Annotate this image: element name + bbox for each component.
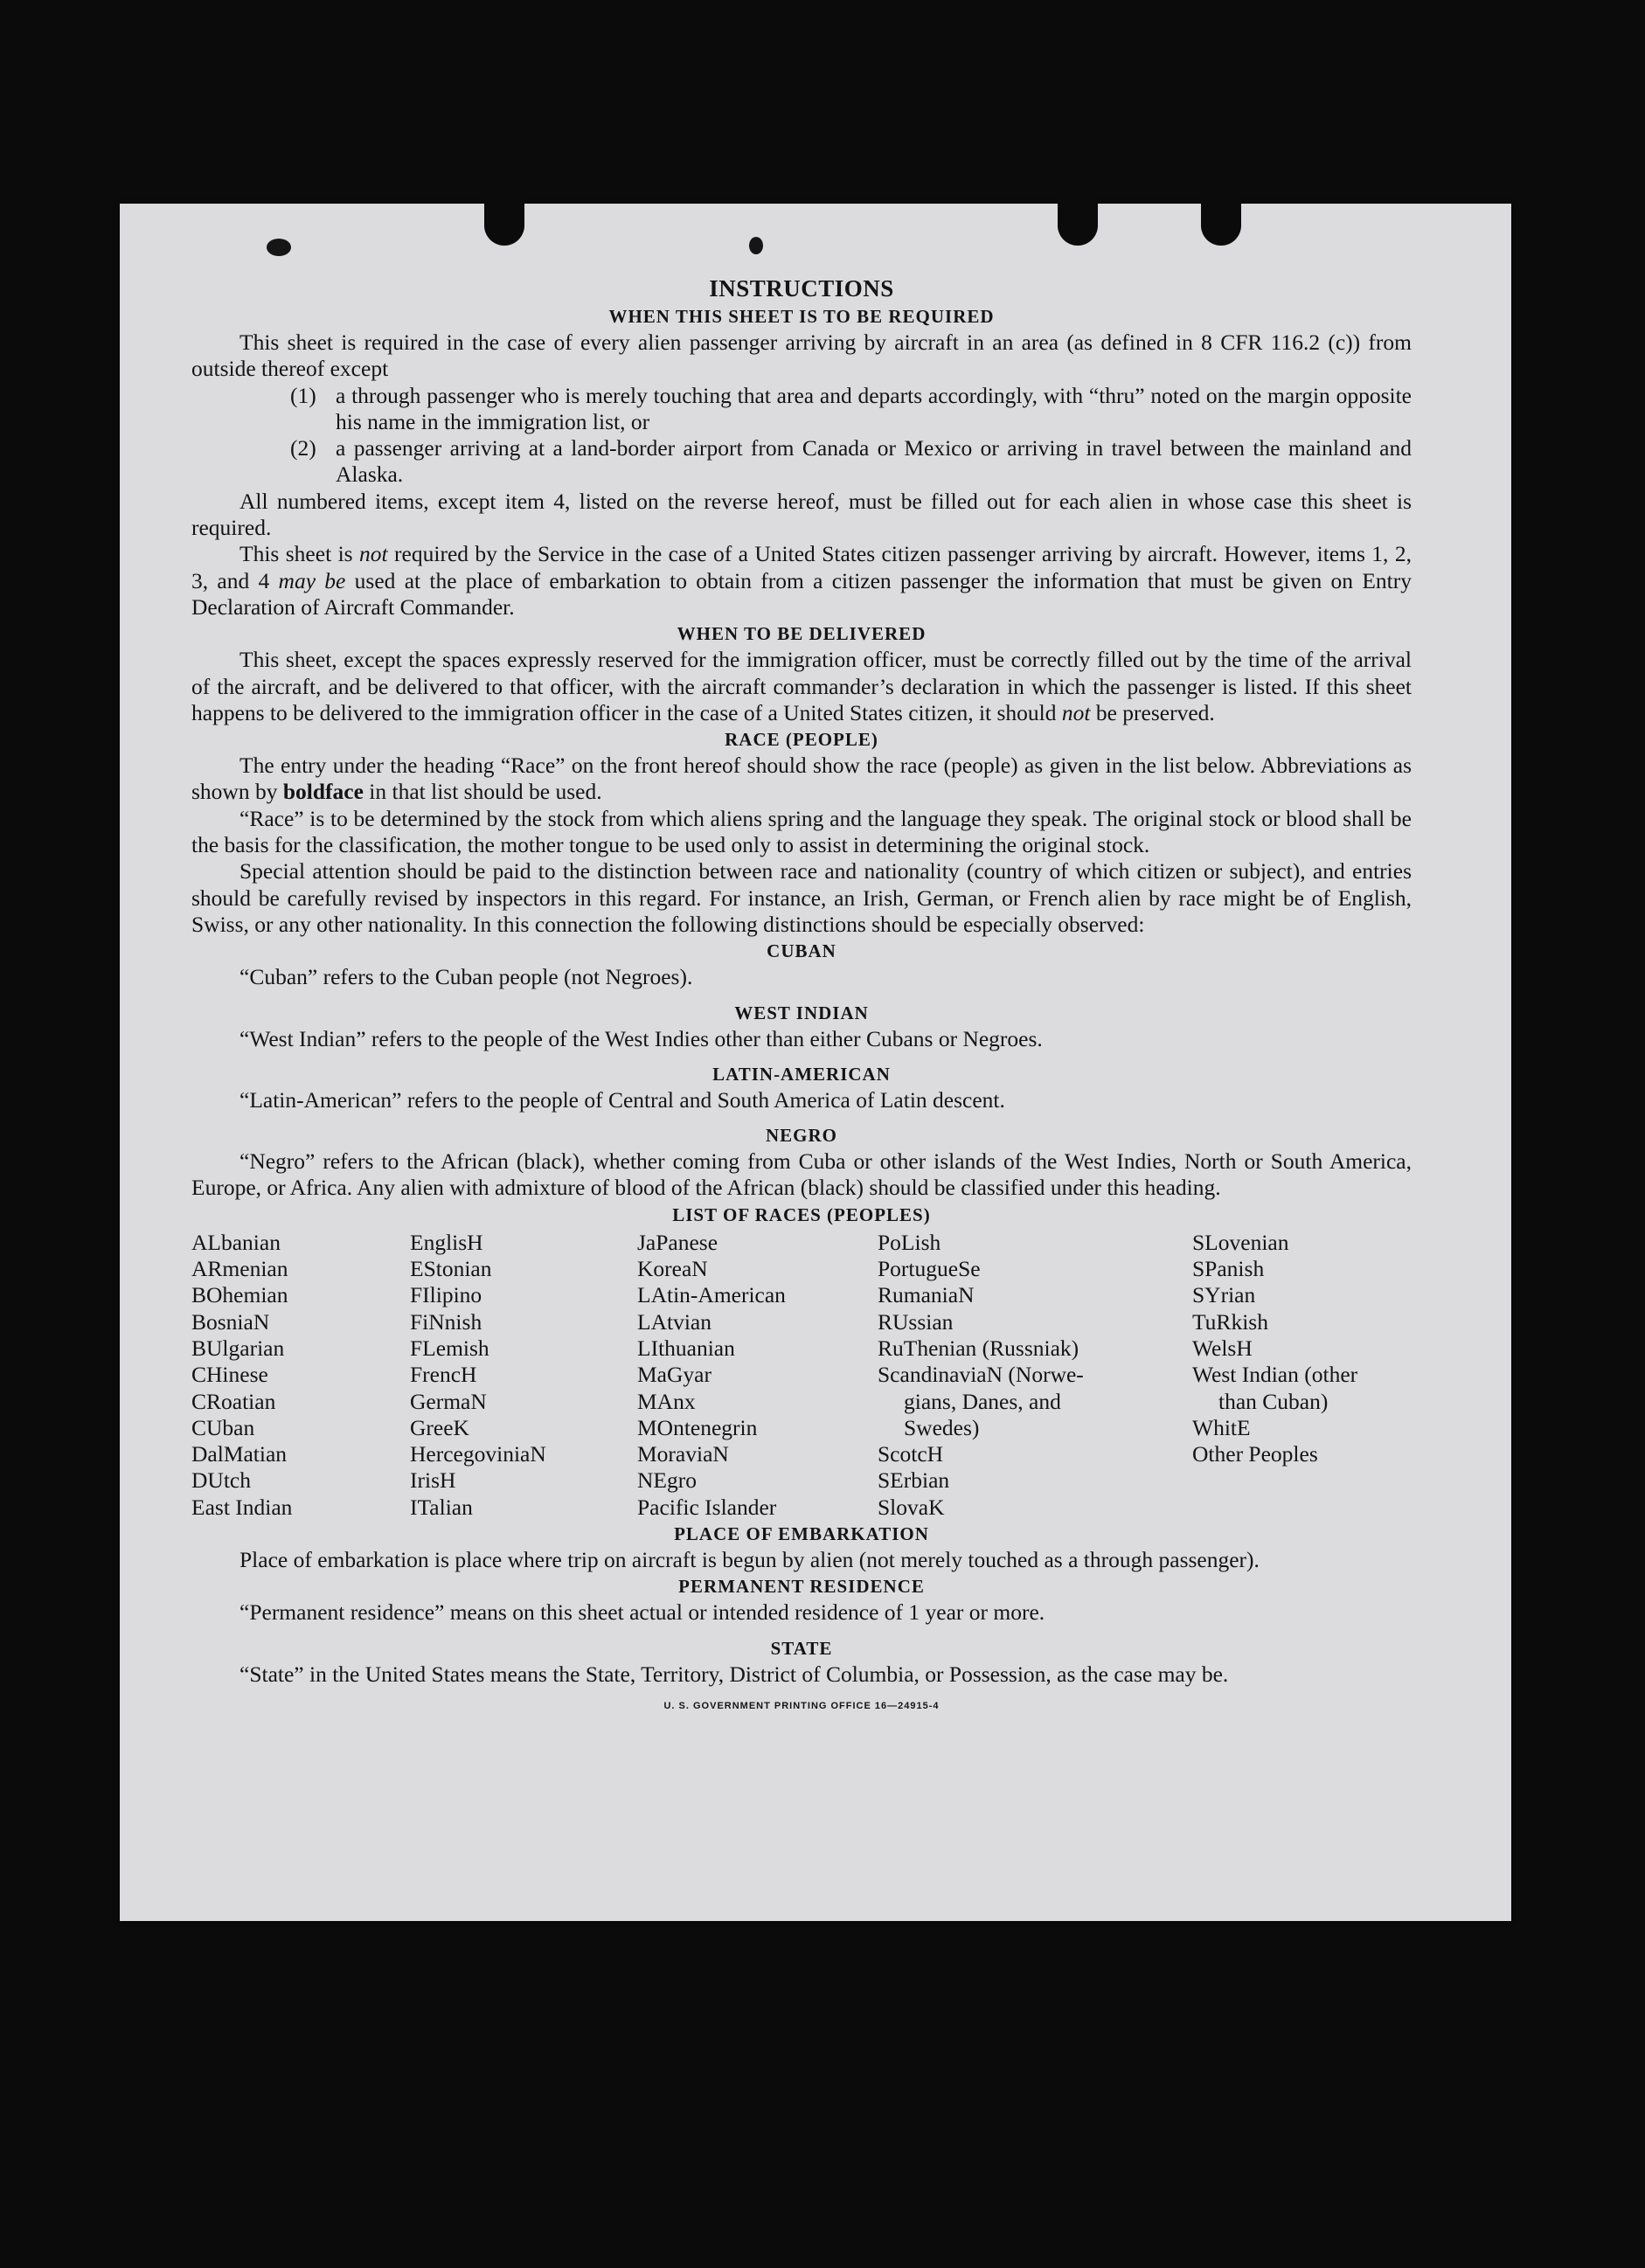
- race-item-continuation: Swedes): [904, 1414, 980, 1440]
- document-sheet: [120, 204, 1511, 1921]
- race-item: BUlgarian: [191, 1335, 285, 1361]
- race-column: [637, 1230, 878, 1521]
- paragraph: The entry under the heading “Race” on the front hereof should show the race (people) as given in the list below. Abbreviations as shown by boldface in that list should be used.: [191, 753, 1412, 805]
- heading-when-required: WHEN THIS SHEET IS TO BE REQUIRED: [608, 306, 995, 327]
- race-item: FrencH: [410, 1362, 477, 1388]
- race-item: FiNnish: [410, 1308, 482, 1335]
- race-item: SPanish: [1192, 1256, 1265, 1282]
- ink-speck: [749, 237, 763, 254]
- exception-text: a passenger arriving at a land-border airport from Canada or Mexico or arriving in travel between the mainland and Alaska.: [336, 435, 1412, 488]
- paragraph: Place of embarkation is place where trip on aircraft is begun by alien (not merely touched as a through passenger).: [239, 1546, 1260, 1572]
- race-item: DUtch: [191, 1467, 251, 1494]
- race-item: IrisH: [410, 1467, 456, 1494]
- paragraph: Special attention should be paid to the distinction between race and nationality (country of which citizen or subject), and entries should be carefully revised by inspectors in this regard. For instance, an Irish, German, or French alien by race might be of English, Swiss, or any other nationality. In this connection the following distinctions should be especially observed:: [191, 858, 1412, 937]
- race-item: DalMatian: [191, 1441, 288, 1467]
- race-item: RuThenian (Russniak): [878, 1335, 1079, 1361]
- race-item: RumaniaN: [878, 1282, 975, 1308]
- heading-latin-american: LATIN-AMERICAN: [712, 1063, 891, 1085]
- exception-number: (1): [290, 382, 316, 408]
- race-item: SErbian: [878, 1467, 950, 1494]
- race-item: West Indian (other: [1192, 1362, 1358, 1388]
- instructions-content: [191, 274, 1412, 1719]
- race-item: GermaN: [410, 1388, 487, 1414]
- race-item: WhitE: [1192, 1414, 1251, 1440]
- race-item: CUban: [191, 1414, 255, 1440]
- race-item: Other Peoples: [1192, 1441, 1318, 1467]
- race-item: WelsH: [1192, 1335, 1253, 1361]
- punch-hole: [484, 195, 524, 246]
- race-item: PoLish: [878, 1229, 941, 1255]
- paragraph: “Race” is to be determined by the stock from which aliens spring and the language they speak. The original stock or blood shall be the basis for the classification, the mother tongue to be used only to assist in determining the original stock.: [191, 805, 1412, 858]
- race-item: BosniaN: [191, 1308, 270, 1335]
- race-item: SYrian: [1192, 1282, 1256, 1308]
- race-item: ScotcH: [878, 1441, 944, 1467]
- paragraph: This sheet is required in the case of every alien passenger arriving by aircraft in an area (as defined in 8 CFR 116.2 (c)) from outside thereof except: [191, 329, 1412, 382]
- exception-item: [290, 383, 1412, 436]
- heading-list-of-races: LIST OF RACES (PEOPLES): [672, 1203, 931, 1225]
- heading-cuban: CUBAN: [767, 940, 836, 962]
- race-item: ITalian: [410, 1494, 473, 1520]
- race-item: ARmenian: [191, 1256, 288, 1282]
- page-title: INSTRUCTIONS: [709, 275, 894, 302]
- race-column: [191, 1230, 410, 1521]
- race-item: SLovenian: [1192, 1229, 1289, 1255]
- paragraph: “West Indian” refers to the people of the West Indies other than either Cubans or Negroes.: [239, 1025, 1043, 1051]
- race-list: [191, 1230, 1412, 1521]
- race-item: NEgro: [637, 1467, 697, 1494]
- heading-west-indian: WEST INDIAN: [734, 1002, 869, 1023]
- punch-hole: [1201, 195, 1241, 246]
- exception-number: (2): [290, 435, 316, 461]
- paragraph: “Latin-American” refers to the people of Central and South America of Latin descent.: [239, 1086, 1005, 1113]
- race-item: JaPanese: [637, 1229, 718, 1255]
- race-item: CRoatian: [191, 1388, 276, 1414]
- race-item: LIthuanian: [637, 1335, 735, 1361]
- race-item: Pacific Islander: [637, 1494, 777, 1520]
- race-item: EnglisH: [410, 1229, 483, 1255]
- race-item: ScandinaviaN (Norwe-: [878, 1362, 1084, 1388]
- race-item: FIlipino: [410, 1282, 482, 1308]
- heading-when-delivered: WHEN TO BE DELIVERED: [677, 623, 927, 645]
- paragraph: All numbered items, except item 4, listed on the reverse hereof, must be filled out for each alien in whose case this sheet is required.: [191, 488, 1412, 541]
- race-item: MAnx: [637, 1388, 696, 1414]
- race-item: MOntenegrin: [637, 1414, 758, 1440]
- ink-speck: [267, 239, 291, 256]
- race-item: MoraviaN: [637, 1441, 729, 1467]
- exception-item: [290, 435, 1412, 489]
- exception-text: a through passenger who is merely touching that area and departs accordingly, with “thru” noted on the margin opposite his name in the immigration list, or: [336, 382, 1412, 434]
- heading-negro: NEGRO: [765, 1125, 837, 1147]
- race-item: East Indian: [191, 1494, 293, 1520]
- race-item: TuRkish: [1192, 1308, 1268, 1335]
- race-item: GreeK: [410, 1414, 469, 1440]
- punch-hole: [1058, 195, 1098, 246]
- race-item: BOhemian: [191, 1282, 288, 1308]
- paragraph: “Cuban” refers to the Cuban people (not Negroes).: [239, 964, 693, 990]
- printing-office-footer: U. S. GOVERNMENT PRINTING OFFICE 16—24915-4: [663, 1700, 940, 1711]
- race-item: MaGyar: [637, 1362, 711, 1388]
- race-column: [1192, 1230, 1412, 1521]
- race-item: ALbanian: [191, 1229, 281, 1255]
- race-item: CHinese: [191, 1362, 268, 1388]
- heading-race: RACE (PEOPLE): [725, 729, 878, 751]
- race-item-continuation: gians, Danes, and: [904, 1388, 1061, 1414]
- race-item: LAtin-American: [637, 1282, 786, 1308]
- paragraph: This sheet is not required by the Service in the case of a United States citizen passenger arriving by aircraft. However, items 1, 2, 3, and 4 may be used at the place of embarkation to obtain from a citizen passenger the information that must be given on Entry Declaration of Aircraft Commander.: [191, 541, 1412, 620]
- race-item: SlovaK: [878, 1494, 945, 1520]
- heading-permanent-residence: PERMANENT RESIDENCE: [678, 1576, 925, 1598]
- paragraph: This sheet, except the spaces expressly reserved for the immigration officer, must be correctly filled out by the time of the arrival of the aircraft, and be delivered to that officer, with the aircraft commander’s declaration in which the passenger is listed. If this sheet happens to be delivered to the immigration officer in the case of a United States citizen, it should not be preserved.: [191, 647, 1412, 725]
- race-item: RUssian: [878, 1308, 954, 1335]
- heading-embarkation: PLACE OF EMBARKATION: [674, 1522, 929, 1544]
- race-column: [878, 1230, 1192, 1521]
- race-item: PortugueSe: [878, 1256, 981, 1282]
- race-item: KoreaN: [637, 1256, 708, 1282]
- race-item: HercegoviniaN: [410, 1441, 546, 1467]
- heading-state: STATE: [770, 1637, 833, 1659]
- race-column: [410, 1230, 637, 1521]
- race-item-continuation: than Cuban): [1218, 1388, 1329, 1414]
- paragraph: “Permanent residence” means on this sheet actual or intended residence of 1 year or more.: [239, 1599, 1045, 1626]
- race-item: LAtvian: [637, 1308, 711, 1335]
- race-item: EStonian: [410, 1256, 492, 1282]
- paragraph: “Negro” refers to the African (black), whether coming from Cuba or other islands of the West Indies, North or South America, Europe, or Africa. Any alien with admixture of blood of the African (black) should be classified under this heading.: [191, 1148, 1412, 1201]
- paragraph: “State” in the United States means the State, Territory, District of Columbia, or Possession, as the case may be.: [239, 1661, 1229, 1687]
- race-item: FLemish: [410, 1335, 489, 1361]
